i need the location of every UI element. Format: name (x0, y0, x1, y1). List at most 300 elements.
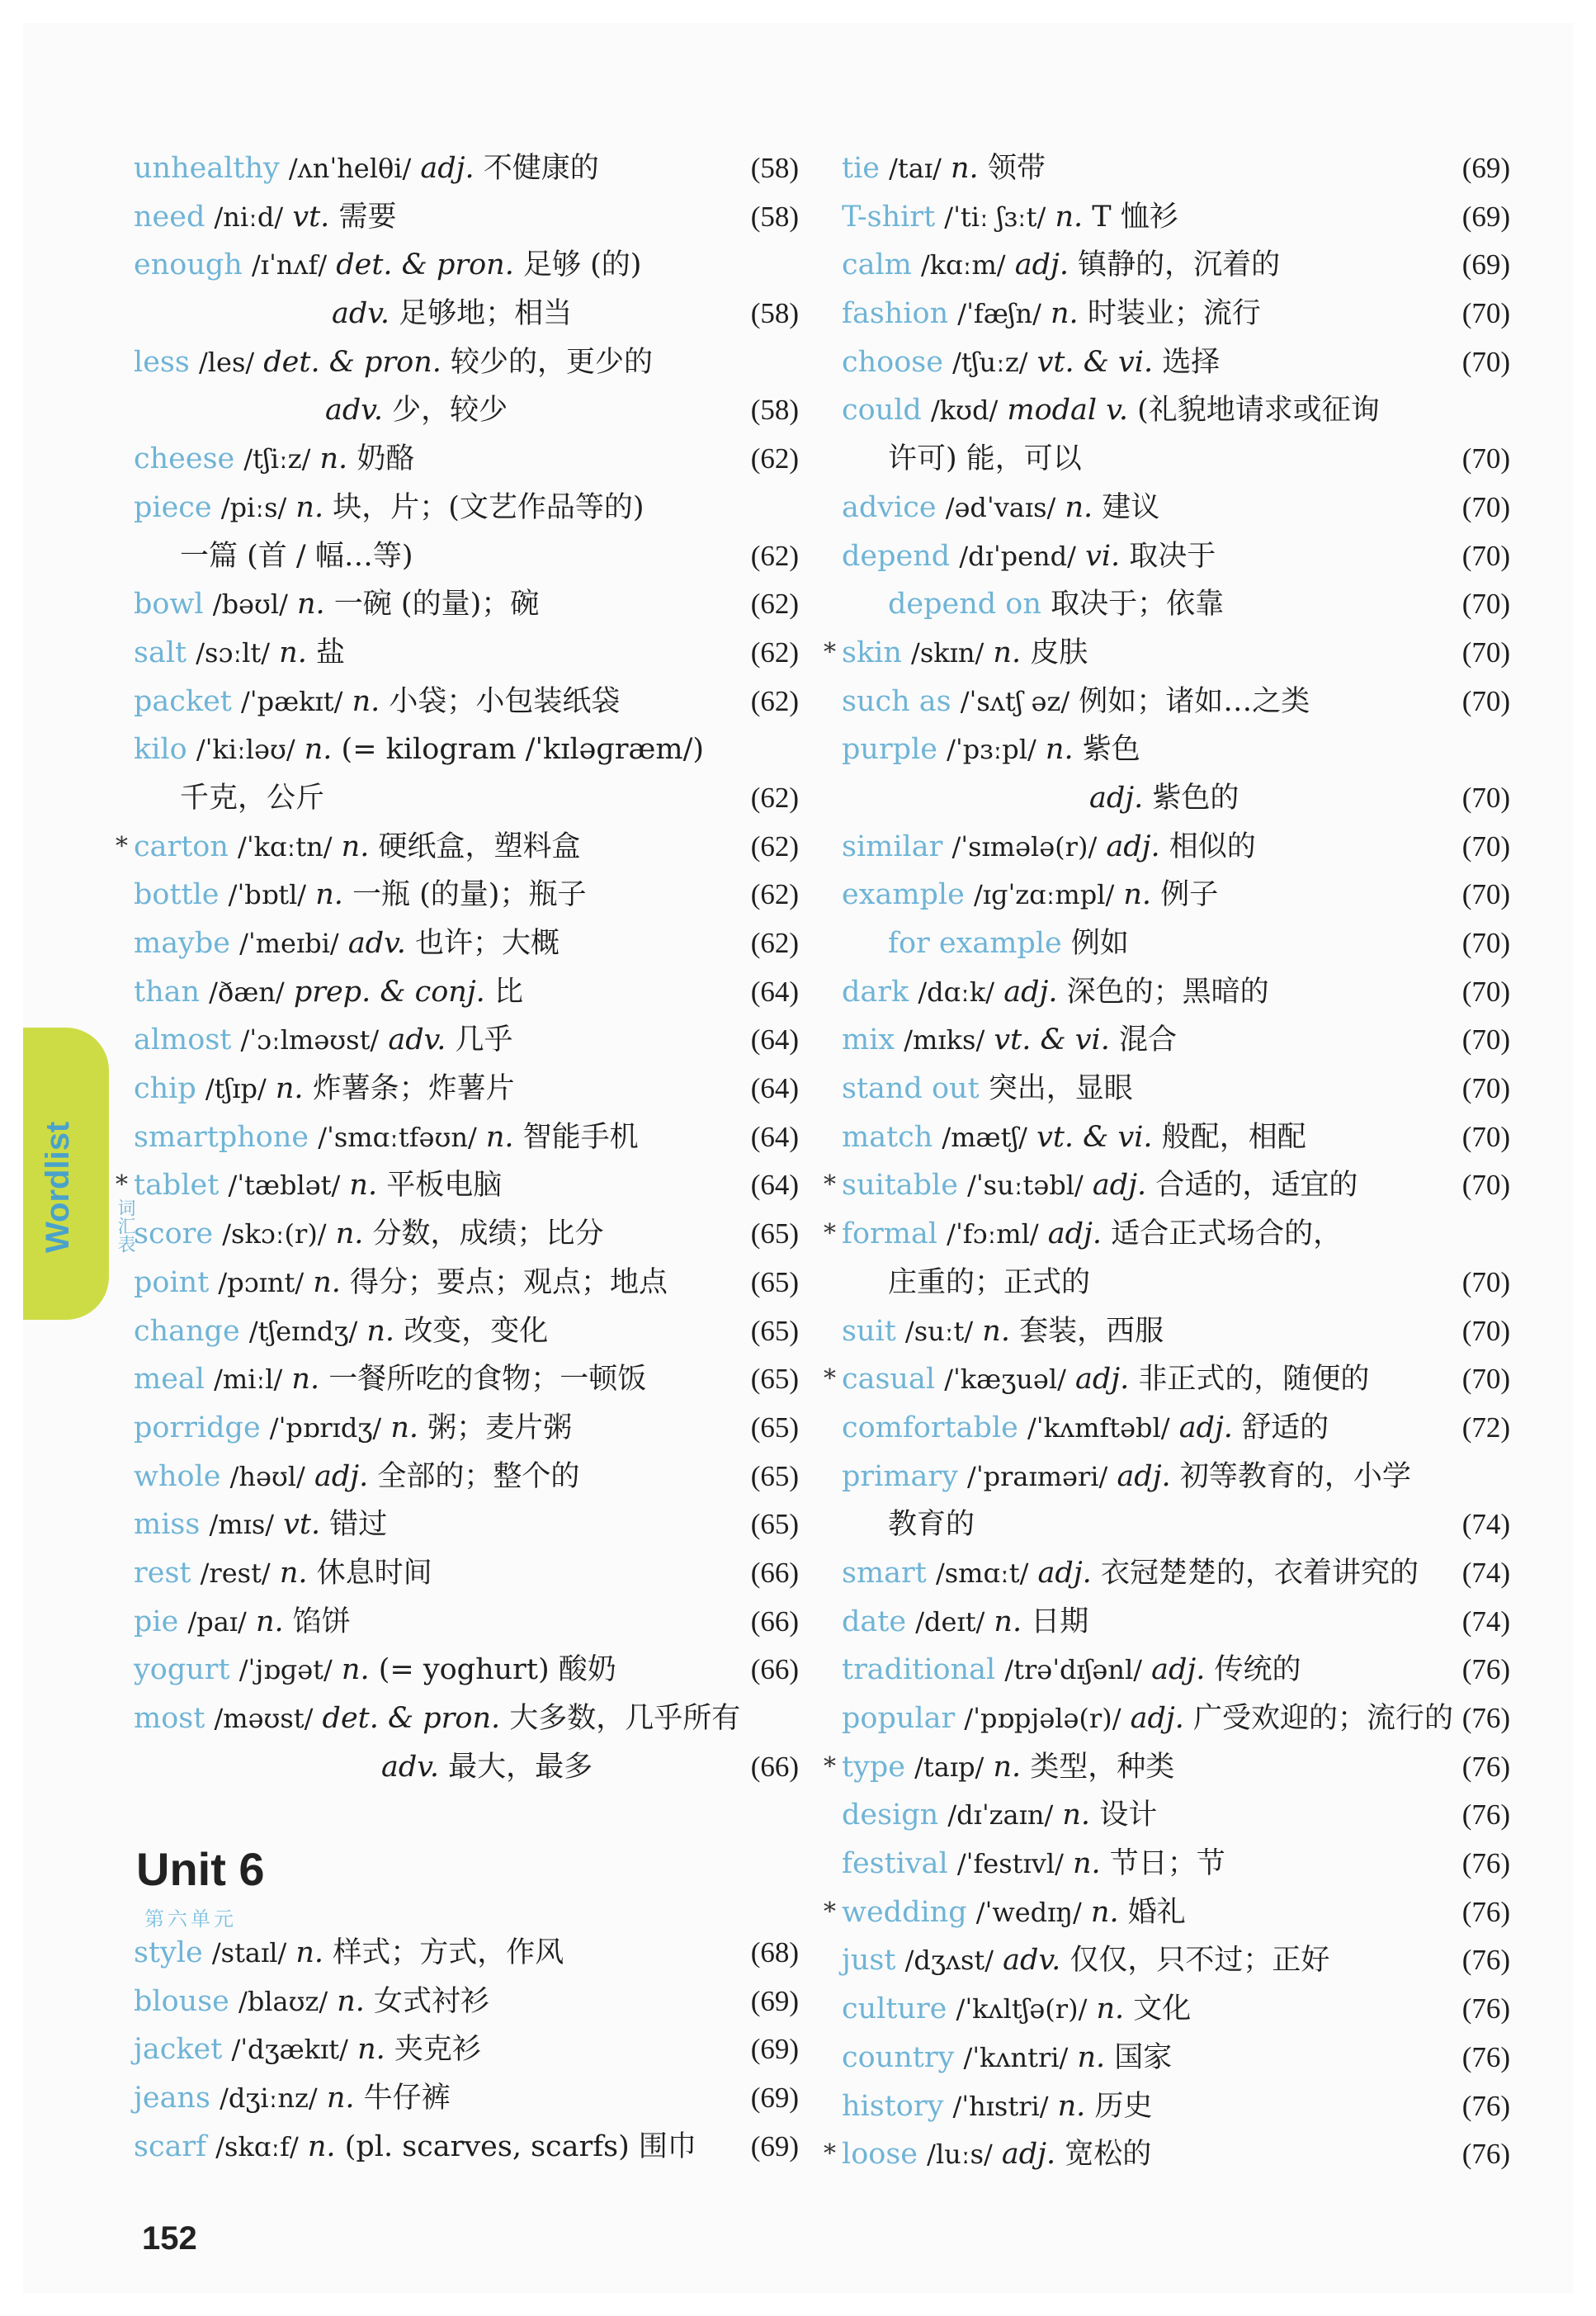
wordlist-entry (134, 338, 799, 387)
wordlist-entry (842, 338, 1510, 387)
wordlist-entry (842, 1936, 1510, 1985)
page-reference: (76) (1461, 2138, 1510, 2171)
part-of-speech: n. (1057, 2089, 1086, 2123)
part-of-speech: adj. (1130, 1702, 1184, 1735)
page-reference: (70) (1461, 1120, 1510, 1153)
meaning: (礼貌地请求或征询 (1137, 394, 1380, 428)
optional-word-star: * (116, 1170, 128, 1200)
wordlist-entry (842, 484, 1510, 532)
meaning: 少，较少 (392, 394, 508, 428)
meaning: 一篇 (首 / 幅…等) (180, 539, 413, 573)
part-of-speech: adj. (1178, 1411, 1233, 1444)
phonetic: /dɪˈpend/ (959, 540, 1076, 572)
part-of-speech: n. (341, 830, 370, 863)
meaning: 非正式的，随便的 (1138, 1363, 1370, 1397)
headword: whole (134, 1459, 221, 1493)
phonetic: /ˈpɒrɪdʒ/ (269, 1411, 382, 1444)
phonetic: /taɪp/ (914, 1751, 985, 1783)
wordlist-entry (134, 1743, 799, 1792)
meaning: 例子 (1160, 878, 1219, 912)
meaning: 宽松的 (1065, 2138, 1152, 2172)
page-reference: (76) (1461, 1653, 1510, 1686)
phonetic: /ˈpraɪməri/ (967, 1460, 1108, 1492)
part-of-speech: n. (1045, 733, 1074, 767)
phonetic: /piːs/ (220, 491, 287, 523)
phonetic: /ˈwedɪŋ/ (975, 1896, 1082, 1928)
meaning: 领带 (987, 152, 1046, 185)
headword: design (842, 1798, 939, 1832)
part-of-speech: adv. (332, 297, 390, 331)
wordlist-entry (842, 193, 1510, 242)
part-of-speech: adj. (1151, 1653, 1206, 1687)
phonetic: /suːt/ (904, 1315, 974, 1347)
meaning: 馅饼 (292, 1605, 351, 1638)
phonetic: /ˈtiː ʃɜːt/ (944, 201, 1046, 233)
part-of-speech: adv. (325, 394, 384, 428)
wordlist-entry (134, 2123, 799, 2172)
part-of-speech: n. (485, 1120, 514, 1154)
headword: miss (134, 1508, 201, 1542)
wordlist-entry (842, 290, 1510, 338)
meaning: 一餐所吃的食物；一顿饭 (328, 1363, 647, 1397)
headword: for example (888, 927, 1062, 960)
headword: most (134, 1702, 205, 1735)
phonetic: /ˈhɪstri/ (952, 2090, 1049, 2122)
headword: scarf (134, 2129, 207, 2163)
part-of-speech: n. (296, 588, 325, 622)
page-reference: (65) (750, 1459, 799, 1492)
phonetic: /dʒiːnz/ (220, 2082, 318, 2115)
meaning: 类型，种类 (1030, 1750, 1175, 1784)
part-of-speech: modal v. (1007, 394, 1128, 428)
wordlist-entry (134, 968, 799, 1017)
unit6-word-list (134, 1929, 799, 2171)
meaning: 套装，西服 (1019, 1314, 1164, 1348)
page-reference: (62) (750, 588, 799, 621)
headword: skin (842, 636, 902, 669)
meaning: 婚礼 (1127, 1895, 1186, 1929)
meaning: 文化 (1133, 1992, 1192, 2026)
meaning: 几乎 (455, 1023, 513, 1057)
wordlist-tab-label-cn: 词汇表 (115, 1198, 135, 1253)
headword: piece (134, 490, 212, 524)
headword: carton (134, 830, 229, 863)
meaning: 智能手机 (522, 1120, 639, 1154)
part-of-speech: det. & pron. (263, 345, 441, 379)
headword: could (842, 394, 922, 428)
part-of-speech: adv. (347, 927, 406, 960)
headword: pie (134, 1605, 179, 1638)
page-reference: (70) (1461, 1265, 1510, 1298)
page-reference: (76) (1461, 1944, 1510, 1977)
meaning: 样式；方式，作风 (333, 1936, 564, 1969)
wordlist-entry (842, 919, 1510, 968)
page-reference: (70) (1461, 781, 1510, 814)
wordlist-entry (134, 1929, 799, 1978)
phonetic: /mɪs/ (209, 1509, 275, 1541)
part-of-speech: n. (255, 1605, 284, 1638)
part-of-speech: adj. (1047, 1217, 1103, 1251)
phonetic: /sɔːlt/ (196, 636, 271, 669)
wordlist-entry (842, 1501, 1510, 1549)
phonetic: /ˈkɑːtn/ (238, 830, 333, 863)
part-of-speech: n. (335, 1217, 364, 1251)
part-of-speech: n. (1077, 2040, 1106, 2074)
part-of-speech: adj. (1092, 1169, 1147, 1203)
page-reference: (66) (750, 1556, 799, 1589)
headword: loose (842, 2138, 918, 2172)
page-reference: (68) (750, 1936, 799, 1969)
headword: salt (134, 636, 187, 669)
wordlist-entry (134, 1453, 799, 1501)
wordlist-entry (824, 629, 1510, 678)
wordlist-entry (842, 871, 1510, 919)
page-reference: (65) (750, 1265, 799, 1298)
phonetic: /rest/ (200, 1557, 271, 1589)
phonetic: /ˈkʌntri/ (963, 2041, 1069, 2073)
wordlist-entry (842, 1404, 1510, 1453)
part-of-speech: n. (295, 1936, 324, 1969)
page-reference: (62) (750, 539, 799, 572)
meaning: (= yoghurt) 酸奶 (378, 1653, 616, 1687)
wordlist-entry (134, 1016, 799, 1065)
phonetic: /tʃeɪndʒ/ (248, 1315, 358, 1347)
phonetic: /tʃuːz/ (952, 346, 1028, 378)
wordlist-entry (134, 241, 799, 290)
page-reference: (70) (1461, 830, 1510, 863)
meaning: 取决于；依靠 (1051, 588, 1225, 622)
part-of-speech: adj. (1037, 1556, 1092, 1590)
phonetic: /dɪˈzaɪn/ (947, 1799, 1054, 1832)
part-of-speech: vt. & vi. (1036, 345, 1154, 379)
meaning: 足够 (的) (522, 248, 642, 282)
phonetic: /trəˈdɪʃənl/ (1004, 1654, 1142, 1686)
meaning: (pl. scarves, scarfs) 围巾 (344, 2129, 696, 2163)
wordlist-entry (824, 1355, 1510, 1404)
headword: blouse (134, 1984, 229, 2018)
page-reference: (69) (750, 1984, 799, 2017)
wordlist-entry (134, 435, 799, 484)
wordlist-right-column (824, 144, 1510, 2179)
headword: traditional (842, 1653, 996, 1687)
headword: jacket (134, 2033, 223, 2067)
wordlist-entry (842, 1598, 1510, 1647)
page-reference: (58) (750, 200, 799, 233)
part-of-speech: n. (295, 490, 324, 524)
headword: primary (842, 1459, 958, 1493)
meaning: 国家 (1114, 2040, 1173, 2074)
part-of-speech: adj. (1001, 2138, 1056, 2172)
wordlist-entry (134, 1355, 799, 1404)
page-reference: (76) (1461, 1992, 1510, 2025)
part-of-speech: n. (1096, 1992, 1125, 2026)
page-reference: (70) (1461, 1314, 1510, 1347)
headword: dark (842, 975, 909, 1009)
meaning: 硬纸盒，塑料盒 (378, 830, 581, 863)
wordlist-entry (842, 1113, 1510, 1162)
meaning: 需要 (338, 200, 397, 234)
part-of-speech: n. (357, 2033, 385, 2067)
wordlist-entry (134, 2025, 799, 2074)
phonetic: /dʒʌst/ (904, 1945, 994, 1977)
optional-word-star: * (824, 1897, 836, 1926)
headword: calm (842, 248, 912, 282)
meaning: 适合正式场合的， (1111, 1217, 1343, 1251)
meaning: 节日；节 (1109, 1847, 1225, 1881)
headword: formal (842, 1217, 938, 1251)
phonetic: /pɔɪnt/ (218, 1266, 305, 1298)
headword: depend on (888, 588, 1041, 622)
headword: example (842, 878, 965, 912)
phonetic: /həʊl/ (229, 1460, 305, 1492)
page-reference: (76) (1461, 1798, 1510, 1832)
meaning: 相似的 (1169, 830, 1256, 863)
part-of-speech: vt. & vi. (994, 1023, 1110, 1057)
meaning: 例如 (1070, 927, 1129, 960)
wordlist-entry (134, 1210, 799, 1259)
part-of-speech: n. (319, 442, 348, 476)
wordlist-entry (134, 871, 799, 919)
wordlist-entry (134, 144, 799, 193)
phonetic: /ˈsʌtʃ əz/ (960, 685, 1070, 717)
phonetic: /ˈkiːləʊ/ (196, 734, 295, 766)
wordlist-entry (134, 193, 799, 242)
wordlist-entry (134, 1646, 799, 1694)
page-reference: (76) (1461, 2040, 1510, 2073)
meaning: 牛仔裤 (363, 2082, 451, 2115)
page-reference: (69) (1461, 200, 1510, 233)
page-reference: (64) (750, 1023, 799, 1056)
part-of-speech: det. & pron. (336, 248, 514, 282)
page-reference: (70) (1461, 345, 1510, 378)
part-of-speech: adj. (1014, 248, 1069, 282)
headword: yogurt (134, 1653, 230, 1687)
meaning: 一碗 (的量)；碗 (333, 588, 540, 622)
page-reference: (62) (750, 830, 799, 863)
phonetic: /ɪɡˈzɑːmpl/ (973, 879, 1115, 911)
page-reference: (64) (750, 1120, 799, 1153)
phonetic: /ˈpækɪt/ (241, 685, 343, 717)
optional-word-star: * (824, 1219, 836, 1249)
headword: bottle (134, 878, 220, 912)
meaning: 女式衬衫 (374, 1984, 490, 2018)
wordlist-entry (842, 774, 1510, 823)
phonetic: /ədˈvaɪs/ (945, 491, 1056, 523)
page-reference: (76) (1461, 2089, 1510, 2122)
meaning: 教育的 (888, 1508, 975, 1542)
part-of-speech: n. (279, 1556, 308, 1590)
meaning: 粥；麦片粥 (427, 1411, 573, 1444)
meaning: 全部的；整个的 (377, 1459, 580, 1493)
page-reference: (58) (750, 297, 799, 330)
part-of-speech: n. (349, 1169, 378, 1203)
meaning: 一瓶 (的量)；瓶子 (352, 878, 587, 912)
phonetic: /deɪt/ (915, 1605, 985, 1638)
part-of-speech: n. (313, 1265, 341, 1299)
wordlist-entry (134, 1978, 799, 2026)
meaning: 块，片；(文艺作品等的) (333, 490, 645, 524)
page-reference: (64) (750, 1072, 799, 1105)
page-reference: (70) (1461, 636, 1510, 669)
page-reference: (58) (750, 152, 799, 184)
page-reference: (70) (1461, 878, 1510, 911)
headword: country (842, 2040, 955, 2074)
phonetic: /kɑːm/ (921, 249, 1006, 281)
page-reference: (66) (750, 1653, 799, 1686)
headword: culture (842, 1992, 947, 2026)
meaning: 广受欢迎的；流行的 (1193, 1702, 1454, 1735)
part-of-speech: n. (993, 1750, 1022, 1784)
optional-word-star: * (824, 1751, 836, 1781)
page-reference: (74) (1461, 1556, 1510, 1589)
unit-subheading: 第六单元 (144, 1907, 237, 1931)
headword: tie (842, 152, 880, 185)
headword: advice (842, 490, 937, 524)
phonetic: /tʃɪp/ (205, 1073, 267, 1105)
page-reference: (72) (1461, 1411, 1510, 1444)
optional-word-star: * (116, 831, 128, 861)
page-reference: (70) (1461, 297, 1510, 330)
headword: style (134, 1936, 203, 1969)
headword: jeans (134, 2082, 210, 2115)
part-of-speech: prep. & conj. (293, 975, 485, 1009)
part-of-speech: adj. (1003, 975, 1058, 1009)
wordlist-entry (134, 484, 799, 532)
meaning: 平板电脑 (386, 1169, 503, 1203)
meaning: 突出，显眼 (988, 1072, 1133, 1106)
meaning: 奶酪 (357, 442, 415, 476)
wordlist-entry (134, 1598, 799, 1647)
phonetic: /ˈkʌmftəbl/ (1027, 1411, 1170, 1444)
part-of-speech: n. (366, 1314, 395, 1348)
meaning: (= kilogram /ˈkɪləɡræm/) (341, 733, 705, 767)
wordlist-entry (134, 726, 799, 774)
headword: cheese (134, 442, 235, 476)
meaning: 初等教育的，小学 (1179, 1459, 1411, 1493)
headword: depend (842, 539, 951, 573)
part-of-speech: n. (304, 733, 333, 767)
phonetic: /skɔː(r)/ (222, 1218, 327, 1250)
phonetic: /dɑːk/ (918, 976, 995, 1008)
page-reference: (70) (1461, 975, 1510, 1008)
part-of-speech: adv. (388, 1023, 446, 1057)
phonetic: /staɪl/ (211, 1937, 287, 1969)
page-reference: (76) (1461, 1847, 1510, 1880)
part-of-speech: n. (993, 636, 1022, 669)
wordlist-entry (824, 2130, 1510, 2179)
wordlist-entry (842, 1694, 1510, 1743)
meaning: 盐 (315, 636, 345, 669)
wordlist-entry (134, 1404, 799, 1453)
headword: choose (842, 345, 943, 379)
wordlist-tab-label: Wordlist (40, 1121, 76, 1253)
page-reference: (70) (1461, 1072, 1510, 1105)
page-reference: (64) (750, 1169, 799, 1202)
optional-word-star: * (824, 2139, 836, 2169)
part-of-speech: n. (341, 1653, 370, 1687)
phonetic: /paɪ/ (187, 1605, 247, 1638)
phonetic: /ˈpɒpjələ(r)/ (964, 1703, 1121, 1734)
wordlist-entry (842, 726, 1510, 774)
wordlist-entry (134, 919, 799, 968)
part-of-speech: n. (352, 684, 380, 718)
headword: porridge (134, 1411, 261, 1444)
headword: just (842, 1944, 896, 1978)
page-reference: (70) (1461, 1169, 1510, 1202)
meaning: 设计 (1099, 1798, 1158, 1832)
meaning: 也许；大概 (415, 927, 560, 960)
part-of-speech: adj. (1075, 1363, 1130, 1397)
part-of-speech: vi. (1085, 539, 1121, 573)
wordlist-entry (116, 1161, 799, 1210)
phonetic: /skɪn/ (911, 636, 985, 669)
wordlist-entry (134, 1259, 799, 1307)
headword: maybe (134, 927, 230, 960)
meaning: 历史 (1094, 2089, 1153, 2123)
headword: casual (842, 1363, 936, 1397)
optional-word-star: * (824, 1170, 836, 1200)
headword: comfortable (842, 1411, 1018, 1444)
meaning: 许可) 能，可以 (888, 442, 1082, 476)
meaning: 衣冠楚楚的，衣着讲究的 (1100, 1556, 1419, 1590)
page-reference: (70) (1461, 927, 1510, 959)
meaning: 大多数，几乎所有 (509, 1702, 741, 1735)
page-reference: (70) (1461, 1023, 1510, 1056)
meaning: 庄重的；正式的 (888, 1265, 1091, 1299)
headword: suit (842, 1314, 896, 1348)
headword: tablet (134, 1169, 220, 1203)
wordlist-entry (134, 1113, 799, 1162)
part-of-speech: adj. (420, 152, 475, 185)
wordlist-entry (134, 1501, 799, 1549)
page-reference: (70) (1461, 539, 1510, 572)
headword: festival (842, 1847, 948, 1881)
wordlist-entry (134, 532, 799, 581)
phonetic: /mætʃ/ (942, 1121, 1027, 1153)
wordlist-entry (842, 435, 1510, 484)
phonetic: /kʊd/ (930, 395, 999, 427)
headword: unhealthy (134, 152, 280, 185)
phonetic: /ˈsmɑːtfəʊn/ (318, 1121, 477, 1153)
wordlist-entry (842, 1549, 1510, 1598)
meaning: 千克，公斤 (180, 781, 325, 815)
meaning: 取决于 (1129, 539, 1216, 573)
page-reference: (62) (750, 878, 799, 911)
page-reference: (69) (750, 2082, 799, 2115)
wordlist-entry (134, 678, 799, 726)
part-of-speech: vt. & vi. (1036, 1120, 1153, 1154)
phonetic: /luːs/ (927, 2139, 993, 2171)
part-of-speech: n. (307, 2129, 336, 2163)
part-of-speech: adv. (381, 1750, 440, 1784)
meaning: 较少的，更少的 (451, 345, 654, 379)
page-reference: (62) (750, 684, 799, 717)
part-of-speech: det. & pron. (322, 1702, 501, 1735)
part-of-speech: n. (1055, 200, 1084, 234)
meaning: 般配，相配 (1161, 1120, 1306, 1154)
meaning: 时装业；流行 (1087, 297, 1261, 331)
headword: rest (134, 1556, 191, 1590)
meaning: T 恤衫 (1092, 200, 1178, 234)
part-of-speech: n. (951, 152, 979, 185)
wordlist-entry (134, 1549, 799, 1598)
part-of-speech: n. (1123, 878, 1152, 912)
headword: chip (134, 1072, 196, 1106)
unit-heading: Unit 6 (136, 1843, 265, 1895)
meaning: 建议 (1102, 490, 1160, 524)
wordlist-entry (134, 1694, 799, 1743)
phonetic: /ˈfestɪvl/ (956, 1848, 1064, 1880)
